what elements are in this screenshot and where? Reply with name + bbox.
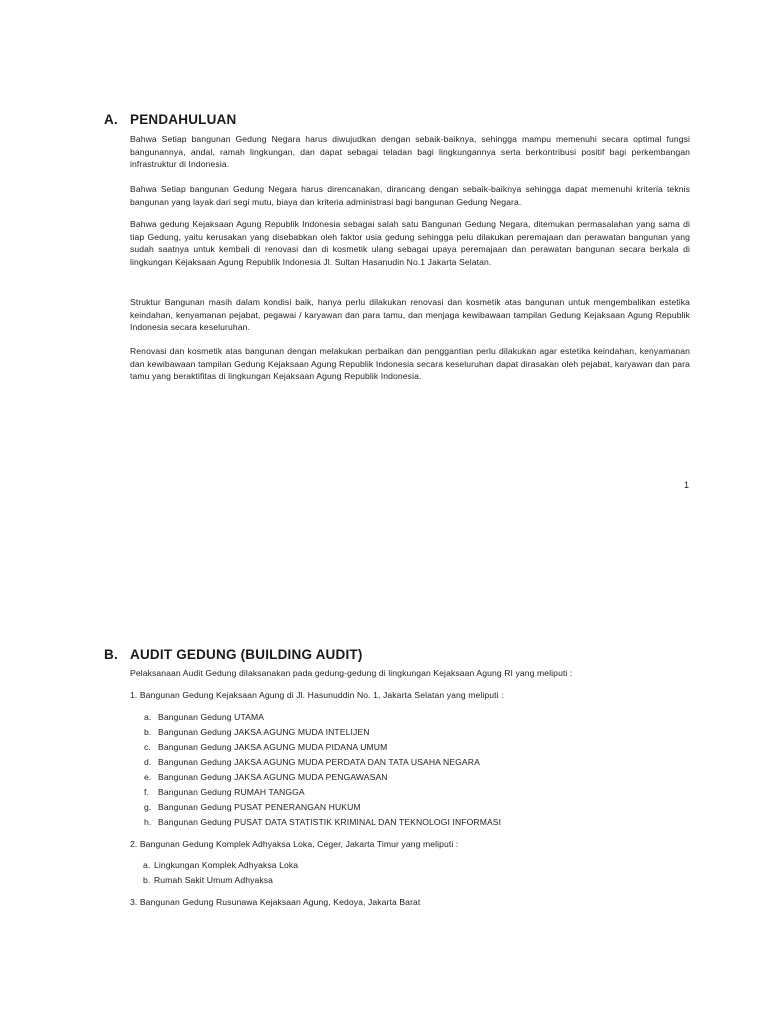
list-marker: b. (144, 727, 152, 737)
section-a-paragraph-5: Renovasi dan kosmetik atas bangunan dengan melakukan perbaikan dan penggantian perlu dilakukan agar estetika keindahan, kenyamanan dan kewibawaan tampilan Gedung Kejaksaan Agung Republik Indonesia secara keseluruhan dapat dirasakan oleh pejabat, karyawan dan para tamu yang beraktifitas di lingkungan Kejaksaan Agung Republik Indonesia. (130, 346, 690, 382)
section-b-title: AUDIT GEDUNG (BUILDING AUDIT) (130, 647, 363, 662)
list-marker: d. (144, 757, 152, 767)
section-a-letter: A. (104, 112, 118, 127)
list-marker: a. (144, 712, 152, 722)
list-item (143, 859, 298, 874)
page-number: 1 (684, 480, 690, 490)
list-item-text: Bangunan Gedung JAKSA AGUNG MUDA PERDATA DAN TATA USAHA NEGARA (158, 757, 480, 767)
section-b-item-3: 3. Bangunan Gedung Rusunawa Kejaksaan Agung, Kedoya, Jakarta Barat (130, 897, 421, 907)
section-a-paragraph-3: Bahwa gedung Kejaksaan Agung Republik Indonesia sebagai salah satu Bangunan Gedung Negara, ditemukan permasalahan yang sama di tiap Gedung, yaitu kerusakan yang disebabkan oleh faktor usia gedung sehingga pelu dilakukan peremajaan dan perawatan bangunan yang sudah saatnya untuk kembali di renovasi dan di kosmetik ulang sebagai upaya peremajaan dan perawatan bangunan secara berkala di lingkungan Kejaksaan Agung Republik Indonesia Jl. Sultan Hasanudin No.1 Jakarta Selatan. (130, 219, 690, 267)
list-marker: f. (144, 787, 149, 797)
list-item (144, 711, 501, 726)
list-item-text: Bangunan Gedung RUMAH TANGGA (158, 787, 305, 797)
section-a-title: PENDAHULUAN (130, 112, 237, 127)
list-marker: c. (144, 742, 151, 752)
section-b-item-1-list (144, 711, 501, 831)
list-item (144, 801, 501, 816)
list-item-text: Bangunan Gedung PUSAT DATA STATISTIK KRIMINAL DAN TEKNOLOGI INFORMASI (158, 817, 502, 827)
section-b-item-2-list (143, 859, 298, 889)
list-item (144, 741, 501, 756)
section-a-paragraph-2: Bahwa Setiap bangunan Gedung Negara harus direncanakan, dirancang dengan sebaik-baiknya sehingga dapat memenuhi kriteria teknis bangunan yang layak dari segi mutu, biaya dan kriteria administrasi bagi bangunan Gedung Negara. (130, 184, 690, 207)
section-a-paragraph-4: Struktur Bangunan masih dalam kondisi baik, hanya perlu dilakukan renovasi dan kosmetik atas bangunan untuk mengembalikan estetika keindahan, kenyamanan pejabat, pegawai / karyawan dan para tamu, dan menjaga kewibawaan tampilan Gedung Kejaksaan Agung Republik Indonesia secara keseluruhan. (130, 297, 690, 333)
section-a-paragraph-1: Bahwa Setiap bangunan Gedung Negara harus diwujudkan dengan sebaik-baiknya, sehingga mampu memenuhi secara optimal fungsi bangunannya, andal, ramah lingkungan, dan dapat sebagai teladan bagi lingkungannya serta berkontribusi positif bagi perkembangan infrastruktur di Indonesia. (130, 134, 690, 170)
list-item (144, 786, 501, 801)
list-marker: e. (144, 772, 152, 782)
list-marker: h. (144, 817, 152, 827)
section-b-intro: Pelaksanaan Audit Gedung dilaksanakan pada gedung-gedung di lingkungan Kejaksaan Agung RI yang meliputi : (130, 668, 573, 678)
list-item-text: Bangunan Gedung JAKSA AGUNG MUDA INTELIJEN (158, 727, 370, 737)
list-item-text: Rumah Sakit Umum Adhyaksa (154, 875, 274, 885)
list-item (143, 874, 298, 889)
list-item (144, 816, 501, 831)
list-marker: a. (143, 860, 151, 870)
list-item-text: Lingkungan Komplek Adhyaksa Loka (154, 860, 299, 870)
section-b-item-1: 1. Bangunan Gedung Kejaksaan Agung di Jl. Hasunuddin No. 1, Jakarta Selatan yang meliputi : (130, 690, 504, 700)
list-item-text: Bangunan Gedung JAKSA AGUNG MUDA PENGAWASAN (158, 772, 388, 782)
section-b-item-2: 2. Bangunan Gedung Komplek Adhyaksa Loka, Ceger, Jakarta Timur yang meliputi : (130, 839, 459, 849)
list-item (144, 726, 501, 741)
list-marker: b. (143, 875, 151, 885)
list-item (144, 771, 501, 786)
list-item (144, 756, 501, 771)
list-marker: g. (144, 802, 152, 812)
list-item-text: Bangunan Gedung UTAMA (158, 712, 265, 722)
section-b-heading (104, 647, 363, 662)
list-item-text: Bangunan Gedung PUSAT PENERANGAN HUKUM (158, 802, 361, 812)
list-item-text: Bangunan Gedung JAKSA AGUNG MUDA PIDANA UMUM (158, 742, 388, 752)
section-b-letter: B. (104, 647, 118, 662)
section-a-heading (104, 112, 236, 127)
